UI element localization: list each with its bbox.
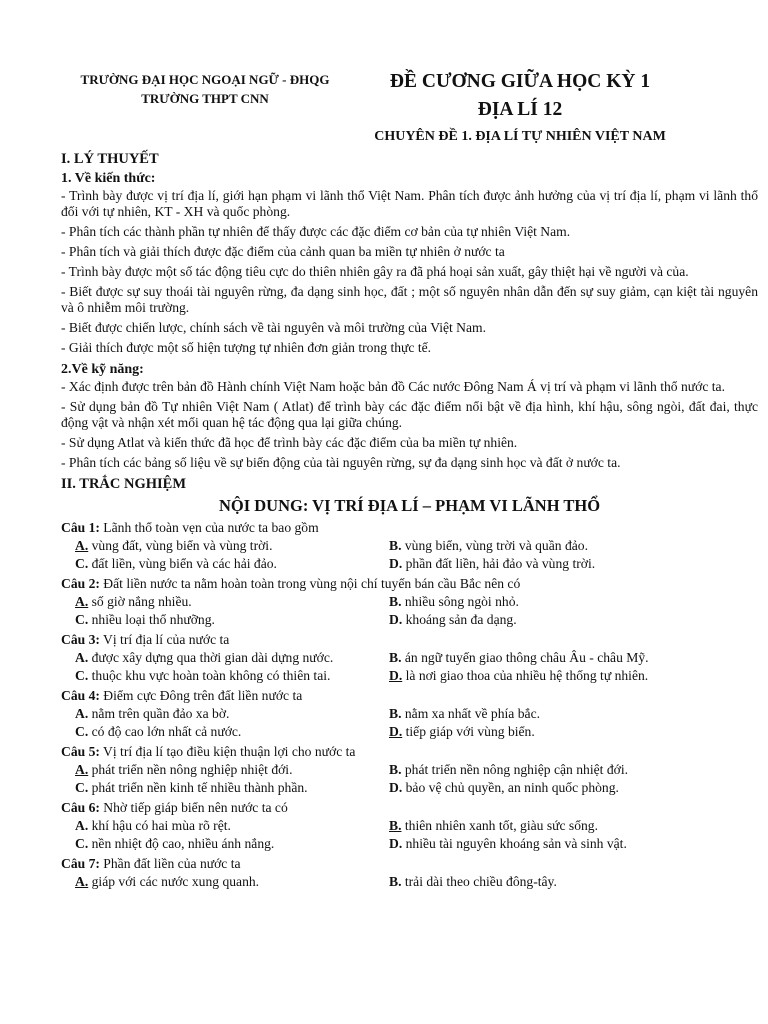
quiz-heading: II. TRẮC NGHIỆM [61, 476, 187, 492]
answer-options [61, 761, 758, 796]
answer-options [61, 705, 758, 740]
skills-list [61, 379, 758, 471]
answer-key: B. [389, 874, 402, 889]
school-header [60, 70, 350, 108]
answer-key: C. [75, 723, 89, 739]
skills-item: - Phân tích các bảng số liệu về sự biến động của tài nguyên rừng, sự đa dạng sinh học và đất ở nước ta. [61, 455, 621, 470]
answer-options [61, 873, 758, 891]
answer-key-correct: A. [75, 594, 89, 609]
answer-text: phát triển nền kinh tế nhiều thành phần. [88, 779, 308, 795]
answer-key: B. [389, 706, 402, 721]
answer-text: đất liền, vùng biển và các hải đảo. [88, 555, 277, 571]
knowledge-item: - Biết được sự suy thoái tài nguyên rừng, đa dạng sinh học, đất ; một số nguyên nhân dẫn đến sự suy giảm, cạn kiệt tài nguyên và ô nhiễm môi trường. [61, 284, 758, 315]
answer-key: A. [75, 650, 89, 665]
answer-option [75, 873, 389, 891]
answer-option [75, 649, 389, 667]
answer-text: thuộc khu vực hoàn toàn không có thiên tai. [88, 667, 331, 683]
answer-key: B. [389, 538, 402, 553]
skills-item: - Sử dụng bản đồ Tự nhiên Việt Nam ( Atlat) để trình bày các đặc điểm nổi bật về địa hình, khí hậu, sông ngòi, đất đai, thực động vật và nhận xét mối quan hệ tác động qua lại giữa chúng. [61, 399, 758, 430]
knowledge-item: - Trình bày được vị trí địa lí, giới hạn phạm vi lãnh thổ Việt Nam. Phân tích được ảnh hưởng của vị trí địa lí, phạm vi lãnh thổ đối với tự nhiên, KT - XH và quốc phòng. [61, 188, 758, 219]
theory-heading: I. LÝ THUYẾT [61, 151, 159, 167]
answer-key: D. [389, 779, 403, 795]
answer-text: phát triển nền nông nghiệp cận nhiệt đới. [401, 762, 628, 777]
answer-text: trải dài theo chiều đông-tây. [401, 874, 557, 889]
question-number: Câu 4: [61, 688, 100, 703]
answer-key: C. [75, 779, 89, 795]
answer-text: vùng biển, vùng trời và quần đảo. [401, 538, 588, 553]
answer-option [75, 555, 389, 573]
answer-text: vùng đất, vùng biển và vùng trời. [88, 538, 273, 553]
question-stem [61, 631, 758, 649]
answer-text: nền nhiệt độ cao, nhiều ánh nắng. [88, 835, 275, 851]
question-stem [61, 687, 758, 705]
question-stem [61, 799, 758, 817]
question-text: Nhờ tiếp giáp biển nên nước ta có [99, 800, 288, 815]
skills-item: - Sử dụng Atlat và kiến thức đã học để trình bày các đặc điểm của ba miền tự nhiên. [61, 435, 518, 450]
answer-option [75, 537, 389, 555]
answer-option [389, 779, 749, 797]
answer-text: nhiều tài nguyên khoáng sản và sinh vật. [402, 835, 627, 851]
document-topic: CHUYÊN ĐỀ 1. ĐỊA LÍ TỰ NHIÊN VIỆT NAM [374, 129, 666, 144]
answer-key: B. [389, 762, 402, 777]
answer-text: có độ cao lớn nhất cả nước. [88, 723, 242, 739]
question-text: Lãnh thổ toàn vẹn của nước ta bao gồm [99, 520, 319, 535]
answer-option [389, 817, 749, 835]
answer-option [389, 873, 749, 891]
knowledge-item: - Phân tích và giải thích được đặc điểm của cảnh quan ba miền tự nhiên ở nước ta [61, 244, 505, 259]
answer-key: C. [75, 611, 89, 627]
answer-key: C. [75, 555, 89, 571]
question-number: Câu 3: [61, 632, 100, 647]
document-title-block [350, 68, 690, 148]
answer-text: giáp với các nước xung quanh. [88, 874, 260, 889]
answer-text: khoáng sản đa dạng. [402, 611, 517, 627]
question-stem [61, 519, 758, 537]
question-number: Câu 1: [61, 520, 100, 535]
answer-option [75, 779, 389, 797]
answer-key: D. [389, 555, 403, 571]
school-name-line2: TRƯỜNG THPT CNN [141, 91, 269, 106]
answer-option [389, 667, 749, 685]
answer-key: B. [389, 650, 402, 665]
knowledge-item: - Giải thích được một số hiện tượng tự nhiên đơn giản trong thực tế. [61, 340, 432, 355]
answer-option [389, 705, 749, 723]
answer-options [61, 537, 758, 572]
document-subject: ĐỊA LÍ 12 [477, 99, 563, 120]
answer-option [389, 555, 749, 573]
question-text: Vị trí địa lí của nước ta [99, 632, 230, 647]
answer-text: nằm xa nhất về phía bắc. [401, 706, 540, 721]
answer-option [75, 835, 389, 853]
answer-text: án ngữ tuyến giao thông châu Âu - châu Mỹ. [401, 650, 649, 665]
answer-option [389, 723, 749, 741]
answer-option [75, 611, 389, 629]
answer-key-correct: D. [389, 667, 403, 683]
answer-option [75, 723, 389, 741]
knowledge-heading: 1. Về kiến thức: [61, 171, 156, 186]
answer-text: nằm trên quần đảo xa bờ. [88, 706, 230, 721]
answer-key: C. [75, 835, 89, 851]
answer-key-correct: A. [75, 874, 89, 889]
question-number: Câu 7: [61, 856, 100, 871]
answer-option [389, 611, 749, 629]
answer-key: A. [75, 818, 89, 833]
answer-text: phát triển nền nông nghiệp nhiệt đới. [88, 762, 293, 777]
answer-option [389, 593, 749, 611]
question-text: Điểm cực Đông trên đất liền nước ta [99, 688, 303, 703]
question-text: Phần đất liền của nước ta [99, 856, 241, 871]
answer-text: phần đất liền, hải đảo và vùng trời. [402, 555, 596, 571]
answer-key-correct: D. [389, 723, 403, 739]
question-text: Vị trí địa lí tạo điều kiện thuận lợi cho nước ta [99, 744, 356, 759]
answer-text: bảo vệ chủ quyền, an ninh quốc phòng. [402, 779, 619, 795]
knowledge-item: - Phân tích các thành phần tự nhiên để thấy được các đặc điểm cơ bản của tự nhiên Việt Nam. [61, 224, 571, 239]
answer-option [389, 761, 749, 779]
answer-text: được xây dựng qua thời gian dài dựng nước. [88, 650, 334, 665]
answer-option [75, 705, 389, 723]
answer-key: D. [389, 835, 403, 851]
question-text: Đất liền nước ta nằm hoàn toàn trong vùng nội chí tuyến bán cầu Bắc nên có [99, 576, 521, 591]
answer-key: C. [75, 667, 89, 683]
answer-key: D. [389, 611, 403, 627]
answer-option [75, 667, 389, 685]
question-stem [61, 855, 758, 873]
knowledge-item: - Trình bày được một số tác động tiêu cực do thiên nhiên gây ra đã phá hoại sản xuất, gây thiệt hại về người và của. [61, 264, 689, 279]
answer-text: số giờ nắng nhiều. [88, 594, 192, 609]
answer-option [389, 835, 749, 853]
answer-text: nhiều sông ngòi nhỏ. [401, 594, 519, 609]
answer-options [61, 593, 758, 628]
question-stem [61, 575, 758, 593]
answer-key-correct: A. [75, 762, 89, 777]
answer-options [61, 817, 758, 852]
answer-text: tiếp giáp với vùng biển. [402, 723, 535, 739]
answer-text: khí hậu có hai mùa rõ rệt. [88, 818, 231, 833]
answer-options [61, 649, 758, 684]
answer-text: nhiều loại thổ nhưỡng. [88, 611, 215, 627]
answer-key: A. [75, 706, 89, 721]
answer-key-correct: A. [75, 538, 89, 553]
answer-text: thiên nhiên xanh tốt, giàu sức sống. [401, 818, 598, 833]
answer-key: B. [389, 594, 402, 609]
question-number: Câu 5: [61, 744, 100, 759]
answer-option [389, 537, 749, 555]
document-body [61, 150, 758, 894]
question-number: Câu 2: [61, 576, 100, 591]
answer-option [75, 761, 389, 779]
answer-option [75, 817, 389, 835]
document-title: ĐỀ CƯƠNG GIỮA HỌC KỲ 1 [389, 71, 651, 92]
quiz-topic-title: NỘI DUNG: VỊ TRÍ ĐỊA LÍ – PHẠM VI LÃNH THỔ [218, 496, 601, 515]
knowledge-item: - Biết được chiến lược, chính sách về tài nguyên và môi trường của Việt Nam. [61, 320, 486, 335]
question-stem [61, 743, 758, 761]
knowledge-list [61, 188, 758, 356]
answer-key-correct: B. [389, 818, 402, 833]
skills-item: - Xác định được trên bản đồ Hành chính Việt Nam hoặc bản đồ Các nước Đông Nam Á vị trí và phạm vi lãnh thổ nước ta. [61, 379, 725, 394]
question-number: Câu 6: [61, 800, 100, 815]
answer-text: là nơi giao thoa của nhiều hệ thống tự nhiên. [402, 667, 649, 683]
answer-option [75, 593, 389, 611]
question-list [61, 519, 758, 891]
answer-option [389, 649, 749, 667]
skills-heading: 2.Về kỹ năng: [61, 362, 144, 377]
school-name-line1: TRƯỜNG ĐẠI HỌC NGOẠI NGỮ - ĐHQG [80, 72, 330, 87]
